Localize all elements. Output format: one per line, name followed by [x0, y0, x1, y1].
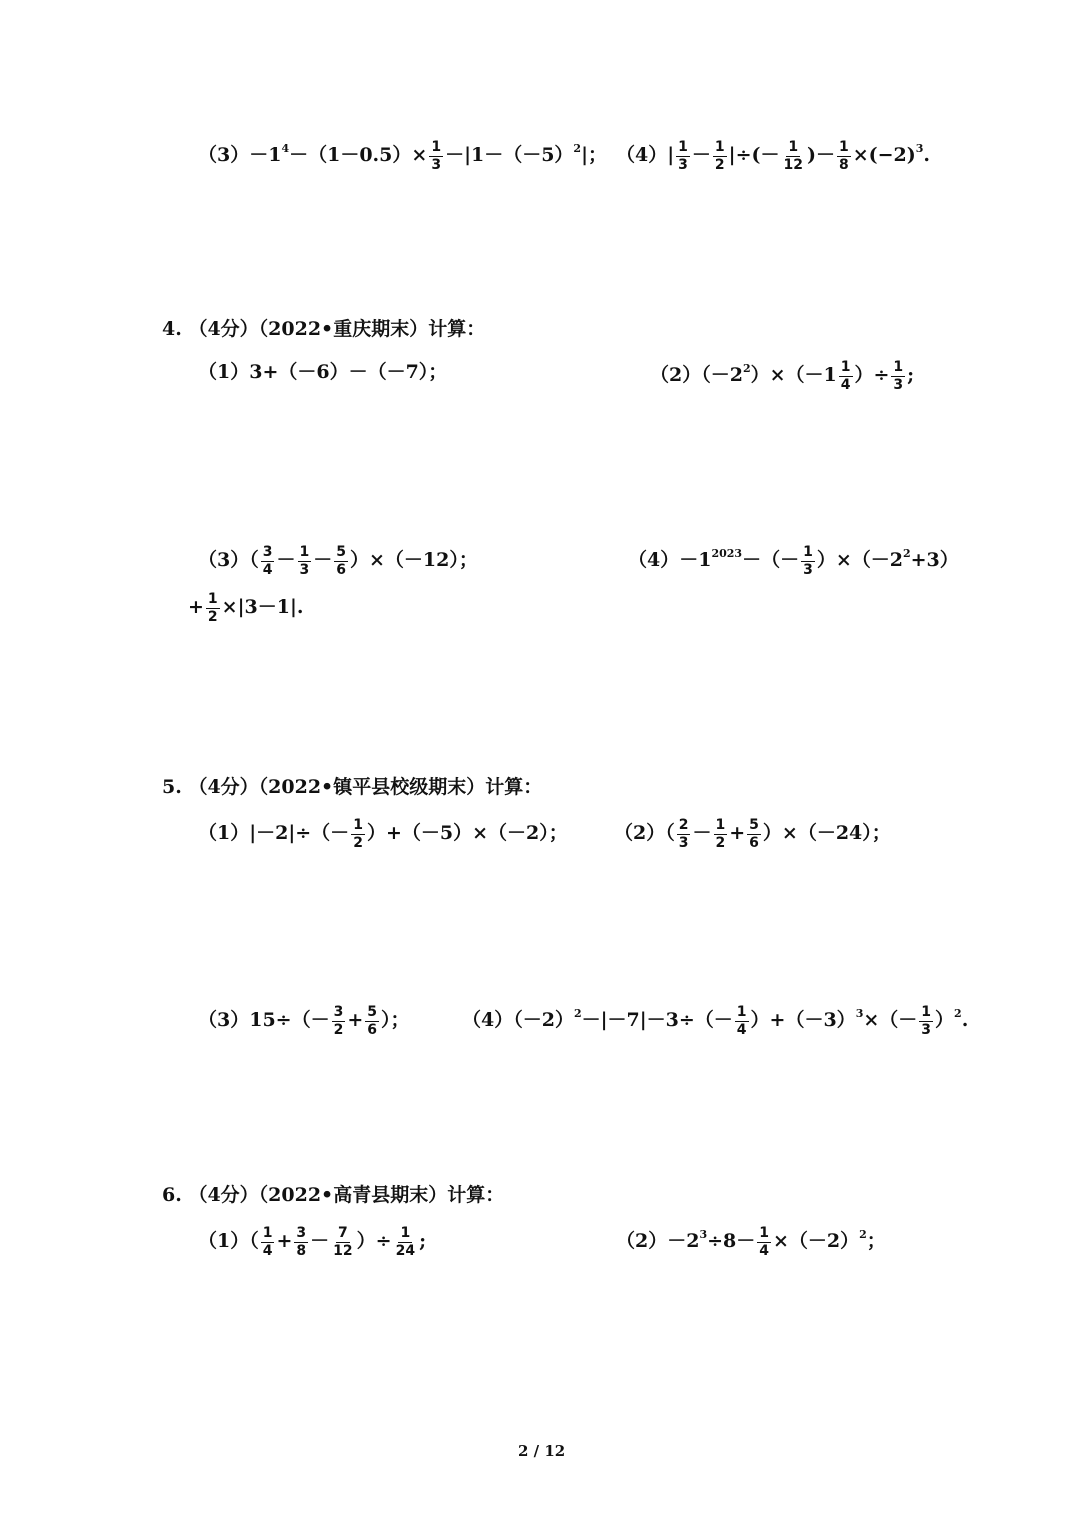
- fraction: $\frac{2}{3}$: [678, 817, 689, 851]
- q4-part2: $(2)(-2^2)\times(-1$ $\frac{1}{4}$ ）÷ $\frac{1}{3}$ ;: [650, 359, 915, 393]
- fraction: $\frac{1}{4}$: [736, 1004, 747, 1038]
- q3-part4: （4）| $\frac{1}{3}$ － $\frac{1}{2}$ |÷(－ $\frac{1}{12}$ )－ $\frac{1}{8}$ $\times(-2)^3$.: [616, 139, 931, 173]
- fraction: $\frac{1}{3}$: [803, 544, 813, 578]
- fraction: $\frac{5}{6}$: [367, 1004, 378, 1038]
- q6-part1: （1）（ $\frac{1}{4}$ + $\frac{3}{8}$ － $\frac{7}{12}$ ）÷ $\frac{1}{24}$ ;: [198, 1225, 427, 1259]
- page-number: 2 / 12: [518, 1442, 566, 1460]
- fraction: $\frac{1}{2}$: [353, 817, 363, 851]
- fraction: $\frac{3}{8}$: [296, 1225, 307, 1259]
- fraction: $\frac{3}{4}$: [262, 544, 273, 578]
- fraction: $\frac{1}{2}$: [207, 591, 218, 625]
- q4-part3: （3）（ $\frac{3}{4}$ － $\frac{1}{3}$ － $\frac{5}{6}$ ）×（－12）；: [198, 544, 478, 578]
- q5-part2: （2）（ $\frac{2}{3}$ － $\frac{1}{2}$ + $\frac{5}{6}$ ）×（－24）；: [614, 817, 891, 851]
- fraction: $\frac{1}{4}$: [759, 1225, 769, 1259]
- q5-part1: （1）|－2|÷（－ $\frac{1}{2}$ ）+（－5）×（－2）；: [198, 817, 568, 851]
- fraction: $\frac{3}{2}$: [333, 1004, 344, 1038]
- fraction: $\frac{1}{3}$: [921, 1004, 932, 1038]
- q6-heading: 6. （4分）（2022•高青县期末）计算：: [162, 1184, 505, 1206]
- fraction: $\frac{1}{8}$: [838, 139, 849, 173]
- q4-part4: $(4)-1^{2023}-(-$ $\frac{1}{3}$ ）$\times(-2^2+3)$: [628, 544, 959, 578]
- q3-part3: $(3)-1^4-(1-0.5)\times$ $\frac{1}{3}$ $-|1-(-5)^2|$；: [198, 139, 607, 173]
- q4-heading: 4. （4分）（2022•重庆期末）计算：: [162, 318, 486, 340]
- q5-part3: （3）15÷（－ $\frac{3}{2}$ + $\frac{5}{6}$ ）；: [198, 1004, 410, 1038]
- fraction: $\frac{1}{24}$: [395, 1225, 416, 1259]
- q4-part1: （1）3+（－6）－（－7）；: [198, 361, 448, 383]
- fraction: $\frac{1}{3}$: [893, 359, 904, 393]
- fraction: $\frac{1}{4}$: [840, 359, 851, 393]
- fraction: $\frac{1}{2}$: [715, 817, 726, 851]
- q5-part4: $(4)(-2)^2-|-7|-3\div(-$ $\frac{1}{4}$ ）$+(-3)^3\times(-$ $\frac{1}{3}$ ）$^2$.: [462, 1004, 969, 1038]
- q6-part2: $(2)-2^3\div 8-$ $\frac{1}{4}$ $\times(-2)^2$；: [616, 1225, 886, 1259]
- fraction: $\frac{5}{6}$: [336, 544, 347, 578]
- fraction: $\frac{5}{6}$: [749, 817, 759, 851]
- fraction: $\frac{1}{4}$: [262, 1225, 273, 1259]
- fraction: $\frac{1}{3}$: [299, 544, 310, 578]
- q5-heading: 5. （4分）（2022•镇平县校级期末）计算：: [162, 776, 543, 798]
- fraction: $\frac{1}{2}$: [714, 139, 725, 173]
- q4-part4-continued: + $\frac{1}{2}$ ×|3－1|.: [188, 591, 304, 625]
- fraction: $\frac{1}{3}$: [431, 139, 442, 173]
- fraction: $\frac{1}{12}$: [783, 139, 803, 173]
- fraction: $\frac{1}{3}$: [678, 139, 688, 173]
- fraction: $\frac{7}{12}$: [333, 1225, 353, 1259]
